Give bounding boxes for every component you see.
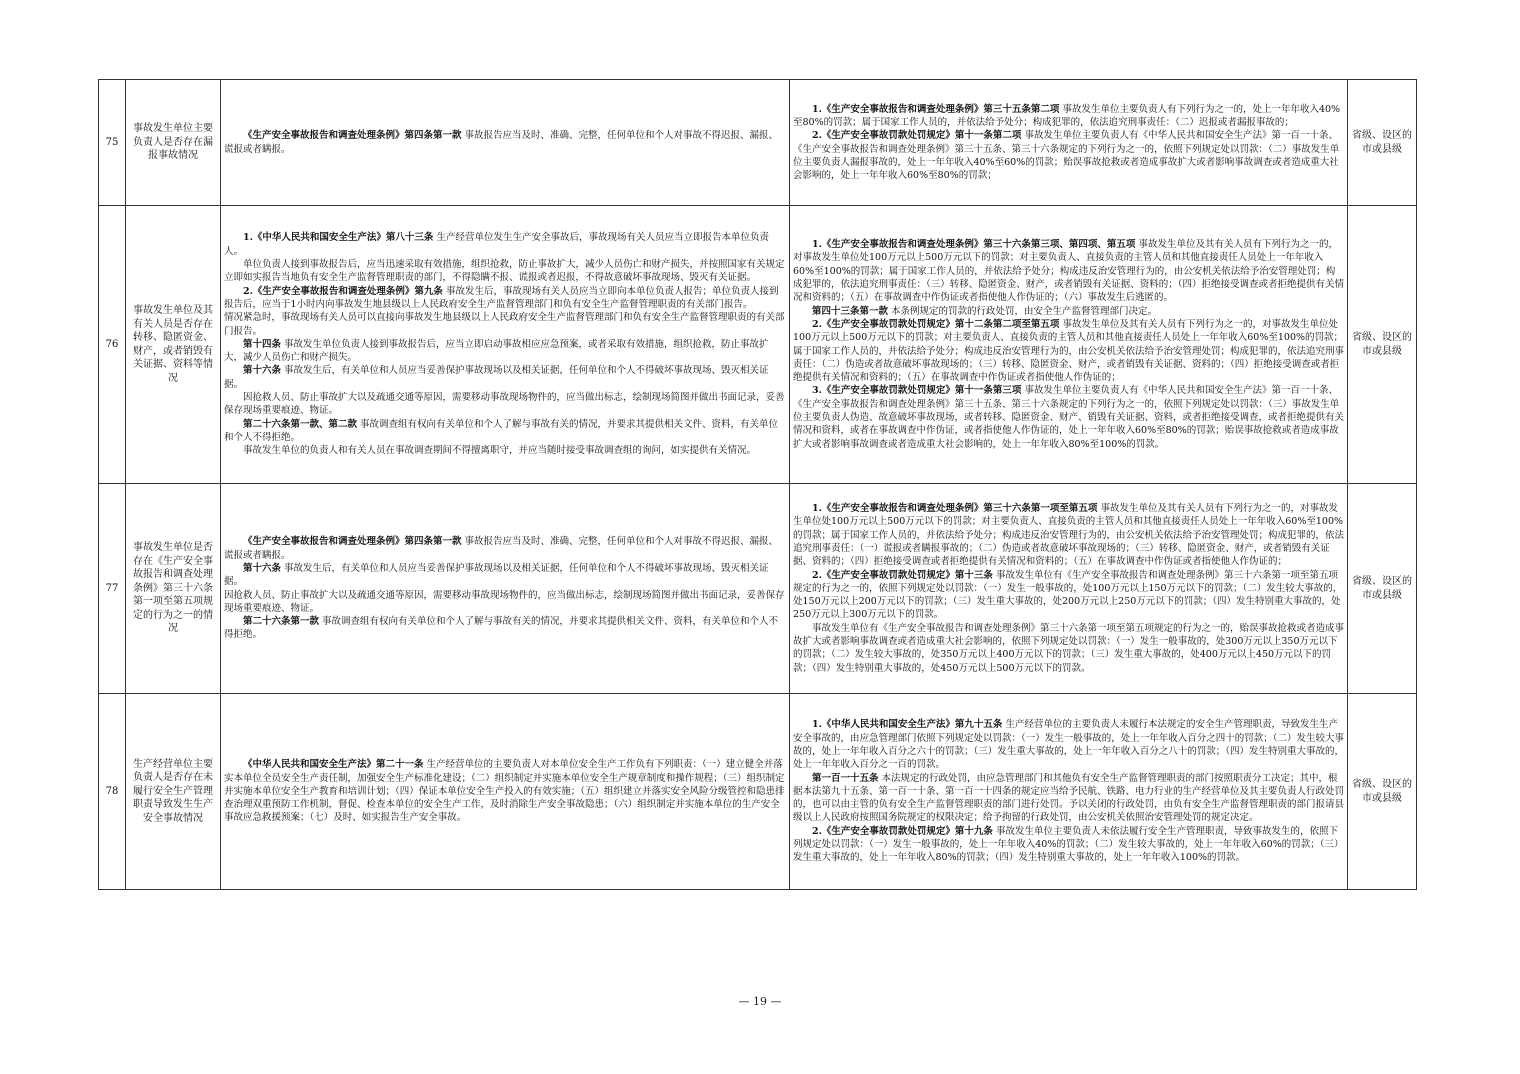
table-row — [99, 80, 1417, 206]
clause-citation: 第十六条 — [243, 562, 282, 574]
clause-paragraph — [224, 444, 786, 457]
clause-paragraph — [793, 502, 1344, 568]
clause-citation: 《生产安全事故报告和调查处理条例》第四条第一款 — [243, 536, 462, 548]
clause-paragraph — [793, 103, 1344, 130]
clause-citation: 第十六条 — [243, 365, 282, 377]
clause-text: 事故发生单位及其有关人员有下列行为之一的，对事故发生单位处100万元以上500万元以下的罚款；对主要负责人、直接负责的主管人员和其他直接责任人员处上一年年收入60%至100%的罚款；属于国家工作人员的，并依法给予处分；构成违反治安管理行为的，由公安机关依法给予治安管理处罚；构成犯罪的，依法追究刑事责任：（一）谎报或者瞒报事故的；（二）伪造或者故意破坏事故现场的；（三）转移、隐匿资金、财产，或者销毁有关证据、资料的；（四）拒绝接受调查或者拒绝提供有关情况和资料的；（五）在事故调查中作伪证或者指使他人作伪证的； — [793, 503, 1345, 568]
clause-text: 本法规定的行政处罚，由应急管理部门和其他负有安全生产监督管理职责的部门按照职责分工决定；其中，根据本法第九十五条、第一百一十条、第一百一十四条的规定应当给予民航、铁路、电力行业的生产经营单位及其主要负责人行政处罚的，也可以由主管的负有安全生产监督管理职责的部门进行处罚。予以关闭的行政处罚，由负有安全生产监督管理职责的部门报请县级以上人民政府按照国务院规定的权限决定；给予拘留的行政处罚，由公安机关依照治安管理处罚的规定决定。 — [793, 772, 1345, 824]
clause-paragraph — [224, 535, 786, 562]
clause-citation: 2.《生产安全事故报告和调查处理条例》第九条 — [243, 285, 443, 297]
clause-paragraph — [793, 238, 1344, 304]
penalty-basis-cell — [790, 206, 1348, 484]
clause-citation: 2.《生产安全事故罚款处罚规定》第十一条第二项 — [812, 130, 1022, 142]
clause-text: 事故发生单位及其有关人员有下列行为之一的，对事故发生单位处100万元以上500万元以下的罚款；对主要负责人、直接负责的主管人员和其他直接责任人员处上一年年收入60%至100%的罚款；属于国家工作人员的，并依法给予处分；构成违反治安管理行为的，由公安机关依法给予治安管理处罚；构成犯罪的，依法追究刑事责任：（三）转移、隐匿资金、财产，或者销毁有关证据、资料的；（四）拒绝接受调查或者拒绝提供有关情况和资料的；（五）在事故调查中作伪证或者指使他人作伪证的；（六）事故发生后逃匿的。 — [793, 239, 1345, 304]
clause-citation: 1.《生产安全事故报告和调查处理条例》第三十六条第三项、第四项、第五项 — [812, 239, 1136, 251]
penalty-basis-cell — [790, 80, 1348, 206]
clause-paragraph — [793, 569, 1344, 622]
jurisdiction: 省级、设区的市或县级 — [1348, 694, 1417, 890]
clause-citation: 1.《中华人民共和国安全生产法》第八十三条 — [243, 232, 434, 244]
clause-text: 事故发生单位主要负责人有《中华人民共和国安全生产法》第一百一十条、《生产安全事故报告和调查处理条例》第三十五条、第三十六条规定的下列行为之一的，依照下列规定处以罚款：（三）事故发生单位主要负责人伪造、故意破坏事故现场，或者转移、隐匿资金、财产、销毁有关证据、资料，或者拒绝接受调查，或者拒绝提供有关情况和资料，或者在事故调查中作伪证，或者指使他人作伪证的，处上一年年收入60%至80%的罚款；贻误事故抢救或者造成事故扩大或者影响事故调查或者造成重大社会影响的，处上一年年收入80%至100%的罚款。 — [793, 385, 1345, 450]
clause-citation: 2.《生产安全事故罚款处罚规定》第十九条 — [812, 825, 993, 837]
inspection-item: 事故发生单位主要负责人是否存在漏报事故情况 — [126, 80, 221, 206]
clause-paragraph — [224, 589, 786, 616]
clause-text: 因抢救人员、防止事故扩大以及疏通交通等原因，需要移动事故现场物件的，应当做出标志，绘制现场简图并做出书面记录，妥善保存现场重要痕迹、物证。 — [224, 392, 785, 417]
jurisdiction: 省级、设区的市或县级 — [1348, 484, 1417, 694]
clause-citation: 1.《中华人民共和国安全生产法》第九十五条 — [812, 719, 1003, 731]
clause-citation: 《生产安全事故报告和调查处理条例》第四条第一款 — [243, 130, 462, 142]
clause-paragraph — [793, 384, 1344, 450]
clause-text: 生产经营单位的主要负责人对本单位安全生产工作负有下列职责：（一）建立健全并落实本单位全员安全生产责任制，加强安全生产标准化建设；（二）组织制定并实施本单位安全生产规章制度和操作规程；（三）组织制定并实施本单位安全生产教育和培训计划；（四）保证本单位安全生产投入的有效实施；（五）组织建立并落实安全风险分级管控和隐患排查治理双重预防工作机制，督促、检查本单位的安全生产工作，及时消除生产安全事故隐患；（六）组织制定并实施本单位的生产安全事故应急救援预案；（七）及时、如实报告生产安全事故。 — [224, 759, 785, 824]
clause-text: 事故发生单位有《生产安全事故报告和调查处理条例》第三十六条第一项至第五项规定的行为之一的，依照下列规定处以罚款：（一）发生一般事故的，处100万元以上150万元以下的罚款；（二）发生较大事故的，处150万元以上200万元以下的罚款；（三）发生重大事故的，处200万元以上250万元以下的罚款；（四）发生特别重大事故的，处250万元以上300万元以下的罚款。 — [793, 569, 1343, 621]
jurisdiction: 省级、设区的市或县级 — [1348, 80, 1417, 206]
enforcement-table — [98, 79, 1417, 890]
page-number: — 19 — — [738, 995, 782, 1008]
clause-citation: 3.《生产安全事故罚款处罚规定》第十一条第三项 — [812, 385, 1022, 397]
clause-citation: 《中华人民共和国安全生产法》第二十一条 — [243, 759, 424, 771]
clause-citation: 第一百一十五条 — [812, 772, 879, 784]
row-number: 76 — [99, 206, 126, 484]
legal-basis-cell — [221, 694, 790, 890]
clause-text: 因抢救人员、防止事故扩大以及疏通交通等原因，需要移动事故现场物件的，应当做出标志，绘制现场简图并做出书面记录，妥善保存现场重要痕迹、物证。 — [224, 589, 785, 614]
clause-paragraph — [224, 311, 786, 338]
clause-paragraph — [224, 258, 786, 285]
clause-paragraph — [793, 825, 1344, 865]
jurisdiction: 省级、设区的市或县级 — [1348, 206, 1417, 484]
clause-text: 生产经营单位的主要负责人未履行本法规定的安全生产管理职责，导致发生生产安全事故的，由应急管理部门依照下列规定处以罚款：（一）发生一般事故的，处上一年年收入百分之四十的罚款；（二）发生较大事故的，处上一年年收入百分之六十的罚款；（三）发生重大事故的，处上一年年收入百分之八十的罚款；（四）发生特别重大事故的，处上一年年收入百分之一百的罚款。 — [793, 719, 1345, 771]
clause-text: 事故调查组有权向有关单位和个人了解与事故有关的情况，并要求其提供相关文件、资料，有关单位和个人不得拒绝。 — [224, 418, 779, 443]
clause-text: 事故发生单位及其有关人员有下列行为之一的，对事故发生单位处100万元以上500万元以下的罚款；对主要负责人、直接负责的主管人员和其他直接责任人员处上一年年收入60%至100%的罚款；属于国家工作人员的，并依法给予处分；构成违反治安管理行为的，由公安机关依法给予治安管理处罚；构成犯罪的，依法追究刑事责任：（二）伪造或者故意破坏事故现场的；（三）转移、隐匿资金、财产，或者销毁有关证据、资料的；（四）拒绝接受调查或者拒绝提供有关情况和资料的；（五）在事故调查中作伪证或者指使他人作伪证的； — [793, 318, 1345, 384]
table-body — [99, 80, 1417, 890]
penalty-basis-cell — [790, 694, 1348, 890]
clause-paragraph — [224, 285, 786, 312]
clause-citation: 1.《生产安全事故报告和调查处理条例》第三十六条第一项至第五项 — [812, 503, 1098, 515]
clause-paragraph — [224, 364, 786, 391]
clause-citation: 第二十六条第一款 — [243, 616, 320, 628]
clause-text: 事故发生单位主要负责人有下列行为之一的，处上一年年收入40%至80%的罚款；属于国家工作人员的，并依法给予处分；构成犯罪的，依法追究刑事责任：（二）迟报或者漏报事故的； — [793, 103, 1341, 128]
clause-text: 事故发生后，事故现场有关人员应当立即向本单位负责人报告；单位负责人接到报告后，应当于1小时内向事故发生地县级以上人民政府安全生产监督管理部门和负有安全生产监督管理职责的有关部门报告。 — [224, 285, 779, 310]
row-number: 78 — [99, 694, 126, 890]
clause-paragraph — [793, 622, 1344, 675]
clause-paragraph — [224, 418, 786, 445]
inspection-item: 事故发生单位是否存在《生产安全事故报告和调查处理条例》第三十六条第一项至第五项规定的行为之一的情况 — [126, 484, 221, 694]
clause-citation: 2.《生产安全事故罚款处罚规定》第十二条第二项至第五项 — [812, 318, 1060, 330]
clause-paragraph — [224, 391, 786, 418]
clause-text: 事故发生后，有关单位和人员应当妥善保护事故现场以及相关证据，任何单位和个人不得破坏事故现场、毁灭相关证据。 — [224, 365, 769, 390]
clause-text: 事故发生单位主要负责人未依法履行安全生产管理职责，导致事故发生的，依照下列规定处以罚款：（一）发生一般事故的，处上一年年收入40%的罚款；（二）发生较大事故的，处上一年年收入60%的罚款；（三）发生重大事故的，处上一年年收入80%的罚款；（四）发生特别重大事故的，处上一年年收入100%的罚款。 — [793, 825, 1344, 864]
clause-paragraph — [224, 562, 786, 589]
clause-paragraph — [224, 615, 786, 642]
clause-citation: 第二十六条第一款、第二款 — [243, 418, 358, 430]
table-row — [99, 206, 1417, 484]
clause-paragraph — [793, 718, 1344, 771]
legal-basis-cell — [221, 206, 790, 484]
clause-citation: 第十四条 — [243, 338, 282, 350]
row-number: 77 — [99, 484, 126, 694]
clause-paragraph — [224, 338, 786, 365]
penalty-basis-cell — [790, 484, 1348, 694]
clause-citation: 2.《生产安全事故罚款处罚规定》第十三条 — [812, 569, 993, 581]
clause-text: 本条例规定的罚款的行政处罚，由安全生产监督管理部门决定。 — [888, 305, 1158, 317]
inspection-item: 生产经营单位主要负责人是否存在未履行安全生产管理职责导致发生生产安全事故情况 — [126, 694, 221, 890]
clause-paragraph — [224, 758, 786, 824]
table-row — [99, 694, 1417, 890]
clause-text: 事故报告应当及时、准确、完整，任何单位和个人对事故不得迟报、漏报、谎报或者瞒报。 — [224, 536, 779, 561]
clause-citation: 第四十三条第一款 — [812, 305, 889, 317]
clause-text: 事故报告应当及时、准确、完整，任何单位和个人对事故不得迟报、漏报、谎报或者瞒报。 — [224, 130, 779, 155]
legal-basis-cell — [221, 484, 790, 694]
clause-text: 单位负责人接到事故报告后，应当迅速采取有效措施，组织抢救，防止事故扩大，减少人员伤亡和财产损失，并按照国家有关规定立即如实报告当地负有安全生产监督管理职责的部门，不得隐瞒不报、谎报或者迟报，不得故意破坏事故现场、毁灭有关证据。 — [224, 259, 785, 284]
table-row — [99, 484, 1417, 694]
clause-text: 事故发生单位主要负责人有《中华人民共和国安全生产法》第一百一十条、《生产安全事故报告和调查处理条例》第三十五条、第三十六条规定的下列行为之一的，依照下列规定处以罚款：（二）事故发生单位主要负责人漏报事故的，处上一年年收入40%至60%的罚款；贻误事故抢救或者造成事故扩大或者影响事故调查或者造成重大社会影响的，处上一年年收入60%至80%的罚款； — [793, 130, 1340, 182]
clause-text: 事故发生后，有关单位和人员应当妥善保护事故现场以及相关证据，任何单位和个人不得破坏事故现场、毁灭相关证据。 — [224, 562, 769, 588]
clause-text: 事故调查组有权向有关单位和个人了解与事故有关的情况，并要求其提供相关文件、资料，有关单位和个人不得拒绝。 — [224, 616, 779, 641]
clause-text: 事故发生单位有《生产安全事故报告和调查处理条例》第三十六条第一项至第五项规定的行为之一的，贻误事故抢救或者造成事故扩大或者影响事故调查或者造成重大社会影响的，依照下列规定处以罚款：（一）发生一般事故的，处300万元以上350万元以下的罚款；（二）发生较大事故的，处350万元以上400万元以下的罚款；（三）发生重大事故的，处400万元以上450万元以下的罚款；（四）发生特别重大事故的，处450万元以上500万元以下的罚款。 — [793, 622, 1345, 674]
clause-paragraph — [224, 231, 786, 258]
clause-citation: 1.《生产安全事故报告和调查处理条例》第三十五条第二项 — [812, 103, 1060, 115]
row-number: 75 — [99, 80, 126, 206]
inspection-item: 事故发生单位及其有关人员是否存在转移、隐匿资金、财产，或者销毁有关证据、资料等情况 — [126, 206, 221, 484]
clause-text: 事故发生单位负责人接到事故报告后，应当立即启动事故相应应急预案，或者采取有效措施，组织抢救，防止事故扩大，减少人员伤亡和财产损失。 — [224, 338, 769, 364]
clause-text: 情况紧急时，事故现场有关人员可以直接向事故发生地县级以上人民政府安全生产监督管理部门和负有安全生产监督管理职责的有关部门报告。 — [224, 312, 785, 337]
legal-basis-cell — [221, 80, 790, 206]
clause-paragraph — [224, 129, 786, 156]
clause-paragraph — [793, 129, 1344, 182]
clause-paragraph — [793, 772, 1344, 825]
clause-text: 生产经营单位发生生产安全事故后，事故现场有关人员应当立即报告本单位负责人。 — [224, 232, 769, 257]
clause-paragraph — [793, 318, 1344, 384]
clause-paragraph — [793, 305, 1344, 318]
clause-text: 事故发生单位的负责人和有关人员在事故调查期间不得擅离职守，并应当随时接受事故调查组的询问，如实提供有关情况。 — [243, 445, 757, 457]
